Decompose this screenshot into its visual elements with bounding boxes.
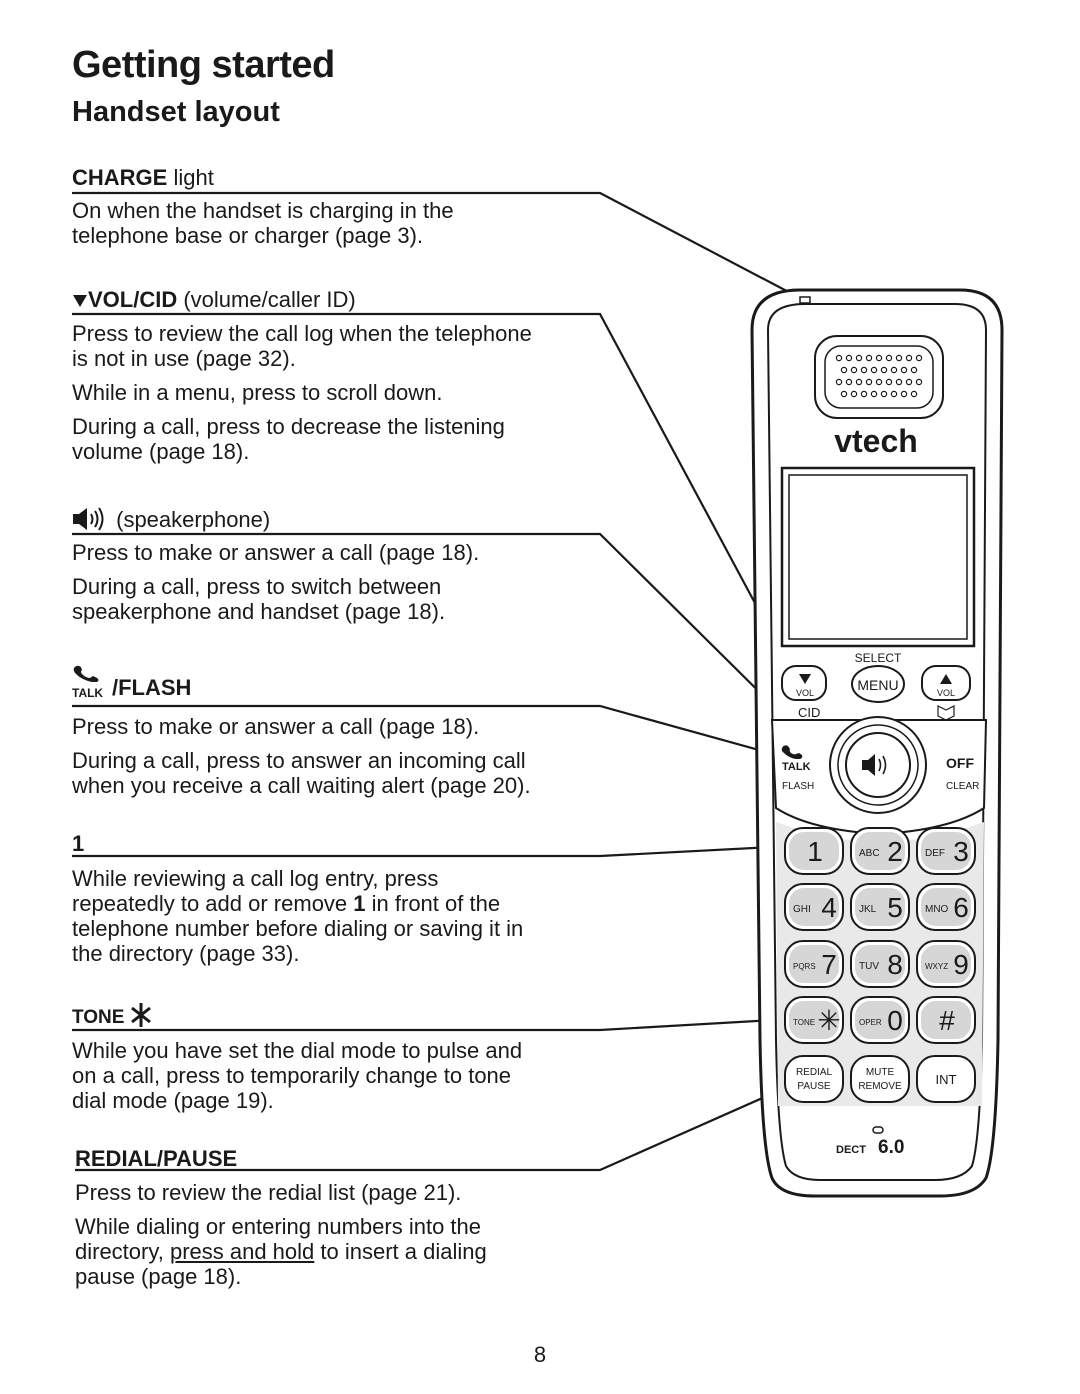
earpiece-hole bbox=[841, 391, 846, 396]
earpiece-hole bbox=[896, 379, 901, 384]
redial-label: REDIAL bbox=[795, 1067, 833, 1078]
keypad-key-1[interactable] bbox=[785, 828, 843, 874]
earpiece-hole bbox=[846, 355, 851, 360]
redial-pause-button[interactable] bbox=[785, 1056, 843, 1102]
vol-left-label: VOL bbox=[795, 688, 815, 698]
keypad-key-pound[interactable] bbox=[917, 997, 975, 1043]
talk-line: During a call, press to answer an incoming call bbox=[72, 748, 526, 773]
dect-label: DECT bbox=[836, 1144, 866, 1156]
handset-talk-label: TALK bbox=[782, 761, 811, 773]
menu-button[interactable] bbox=[852, 666, 904, 702]
brand-logo: vtech bbox=[834, 423, 918, 459]
key-number: 0 bbox=[887, 1005, 903, 1036]
speakerphone-button[interactable] bbox=[830, 717, 926, 813]
callout-lines bbox=[72, 193, 832, 1170]
key-letters: MNO bbox=[925, 904, 949, 915]
keypad-key-9[interactable] bbox=[917, 941, 975, 987]
pause-label: PAUSE bbox=[797, 1081, 831, 1092]
page-title: Getting started bbox=[72, 44, 335, 86]
tone-line: on a call, press to temporarily change to tone bbox=[72, 1063, 512, 1088]
earpiece-hole bbox=[851, 367, 856, 372]
earpiece-hole bbox=[886, 379, 891, 384]
key-letters: JKL bbox=[859, 904, 877, 915]
vol-up-button[interactable] bbox=[922, 666, 970, 700]
keypad-key-7[interactable] bbox=[785, 941, 843, 987]
key-number: 8 bbox=[887, 949, 903, 980]
volcid-line: volume (page 18). bbox=[72, 439, 250, 464]
key-number: 1 bbox=[807, 836, 823, 867]
keypad-key-0[interactable] bbox=[851, 997, 909, 1043]
keypad-key-3[interactable] bbox=[917, 828, 975, 874]
mute-remove-button[interactable] bbox=[851, 1056, 909, 1102]
talk-line: Press to make or answer a call (page 18). bbox=[72, 714, 480, 739]
earpiece-hole bbox=[901, 391, 906, 396]
redial-title-bold: REDIAL/PAUSE bbox=[75, 1146, 238, 1171]
speakerphone-line: During a call, press to switch between bbox=[72, 574, 442, 599]
volcid-line: During a call, press to decrease the listening bbox=[72, 414, 505, 439]
key-letters: PQRS bbox=[793, 962, 816, 971]
earpiece-hole bbox=[851, 391, 856, 396]
key-one-line: While reviewing a call log entry, press bbox=[72, 866, 439, 891]
key-letters: GHI bbox=[793, 904, 811, 915]
off-label: OFF bbox=[946, 755, 974, 771]
redial-text: to insert a dialing bbox=[314, 1239, 487, 1264]
key-letters: ABC bbox=[859, 848, 880, 859]
key-letters: DEF bbox=[925, 848, 945, 859]
dect-version: 6.0 bbox=[878, 1137, 905, 1158]
key-number: 2 bbox=[887, 836, 903, 867]
earpiece-hole bbox=[876, 355, 881, 360]
speakerphone-line: Press to make or answer a call (page 18). bbox=[72, 540, 480, 565]
redial-line: Press to review the redial list (page 21). bbox=[75, 1180, 462, 1205]
keypad-key-star[interactable] bbox=[785, 997, 843, 1043]
microphone-icon bbox=[873, 1127, 883, 1133]
int-button[interactable] bbox=[917, 1056, 975, 1102]
earpiece-hole bbox=[906, 355, 911, 360]
volcid-title-rest: (volume/caller ID) bbox=[177, 287, 356, 312]
earpiece-hole bbox=[891, 367, 896, 372]
handset-flash-label: FLASH bbox=[782, 781, 815, 792]
keypad-key-2[interactable] bbox=[851, 828, 909, 874]
tone-line: While you have set the dial mode to pulse and bbox=[72, 1038, 523, 1063]
earpiece-hole bbox=[886, 355, 891, 360]
key-number: 3 bbox=[953, 836, 969, 867]
redial-line: While dialing or entering numbers into the bbox=[75, 1214, 482, 1239]
earpiece-hole bbox=[881, 391, 886, 396]
keypad-key-8[interactable] bbox=[851, 941, 909, 987]
earpiece-hole bbox=[846, 379, 851, 384]
earpiece-hole bbox=[881, 367, 886, 372]
speakerphone-title-rest: (speakerphone) bbox=[116, 507, 271, 532]
earpiece-hole bbox=[871, 391, 876, 396]
earpiece-hole bbox=[916, 379, 921, 384]
key-letters: TONE bbox=[793, 1018, 816, 1027]
talk-small-label: TALK bbox=[72, 686, 104, 700]
earpiece-hole bbox=[856, 379, 861, 384]
select-label: SELECT bbox=[854, 651, 902, 665]
earpiece-hole bbox=[891, 391, 896, 396]
page-number: 8 bbox=[533, 1342, 547, 1367]
key-number: # bbox=[939, 1005, 955, 1036]
menu-label: MENU bbox=[857, 677, 899, 693]
earpiece-hole bbox=[896, 355, 901, 360]
key-number: 9 bbox=[953, 949, 969, 980]
earpiece-hole bbox=[856, 355, 861, 360]
section-title: Handset layout bbox=[72, 96, 280, 128]
volcid-title-bold: VOL/CID bbox=[88, 287, 178, 312]
earpiece-hole bbox=[866, 379, 871, 384]
mute-label: MUTE bbox=[865, 1067, 895, 1078]
key-letters: WXYZ bbox=[925, 962, 949, 971]
key-number: 7 bbox=[821, 949, 837, 980]
volcid-line: is not in use (page 32). bbox=[72, 346, 296, 371]
keypad-key-6[interactable] bbox=[917, 884, 975, 930]
press-and-hold-text: press and hold bbox=[169, 1239, 315, 1264]
earpiece-hole bbox=[841, 367, 846, 372]
cid-label: CID bbox=[798, 705, 821, 720]
charge-title-bold: CHARGE bbox=[72, 165, 168, 190]
clear-label: CLEAR bbox=[946, 781, 980, 792]
charge-line: telephone base or charger (page 3). bbox=[72, 223, 424, 248]
key-letters: TUV bbox=[859, 961, 879, 972]
key-one-line: telephone number before dialing or saving it in bbox=[72, 916, 524, 941]
key-one-text: in front of the bbox=[365, 891, 501, 916]
key-one-bold: 1 bbox=[353, 891, 366, 916]
earpiece-hole bbox=[866, 355, 871, 360]
key-number: ✳ bbox=[817, 1005, 841, 1036]
key-number: 4 bbox=[821, 892, 837, 923]
earpiece-hole bbox=[911, 391, 916, 396]
earpiece-hole bbox=[836, 355, 841, 360]
volcid-line: While in a menu, press to scroll down. bbox=[72, 380, 443, 405]
talk-line: when you receive a call waiting alert (page 20). bbox=[72, 773, 531, 798]
earpiece-hole bbox=[901, 367, 906, 372]
earpiece-hole bbox=[876, 379, 881, 384]
redial-text: directory, bbox=[75, 1239, 170, 1264]
earpiece-hole bbox=[861, 391, 866, 396]
vol-right-label: VOL bbox=[936, 688, 956, 698]
keypad-key-5[interactable] bbox=[851, 884, 909, 930]
earpiece-hole bbox=[916, 355, 921, 360]
volcid-line: Press to review the call log when the telephone bbox=[72, 321, 532, 346]
key-letters: OPER bbox=[859, 1018, 882, 1027]
earpiece-hole bbox=[871, 367, 876, 372]
vol-down-button[interactable] bbox=[782, 666, 826, 700]
tone-title-bold: TONE bbox=[72, 1007, 125, 1028]
earpiece-hole bbox=[911, 367, 916, 372]
key-one-title-bold: 1 bbox=[72, 831, 85, 856]
speakerphone-line: speakerphone and handset (page 18). bbox=[72, 599, 446, 624]
key-number: 6 bbox=[953, 892, 969, 923]
flash-title-bold: /FLASH bbox=[112, 675, 192, 700]
earpiece-hole bbox=[836, 379, 841, 384]
int-label: INT bbox=[935, 1072, 957, 1087]
keypad-key-4[interactable] bbox=[785, 884, 843, 930]
earpiece-hole bbox=[861, 367, 866, 372]
charge-line: On when the handset is charging in the bbox=[72, 198, 454, 223]
remove-label: REMOVE bbox=[858, 1081, 902, 1092]
key-one-text: repeatedly to add or remove bbox=[72, 891, 354, 916]
key-one-line: the directory (page 33). bbox=[72, 941, 300, 966]
key-number: 5 bbox=[887, 892, 903, 923]
earpiece-hole bbox=[906, 379, 911, 384]
charge-title-rest: light bbox=[167, 165, 214, 190]
redial-line: pause (page 18). bbox=[75, 1264, 242, 1289]
tone-line: dial mode (page 19). bbox=[72, 1088, 274, 1113]
